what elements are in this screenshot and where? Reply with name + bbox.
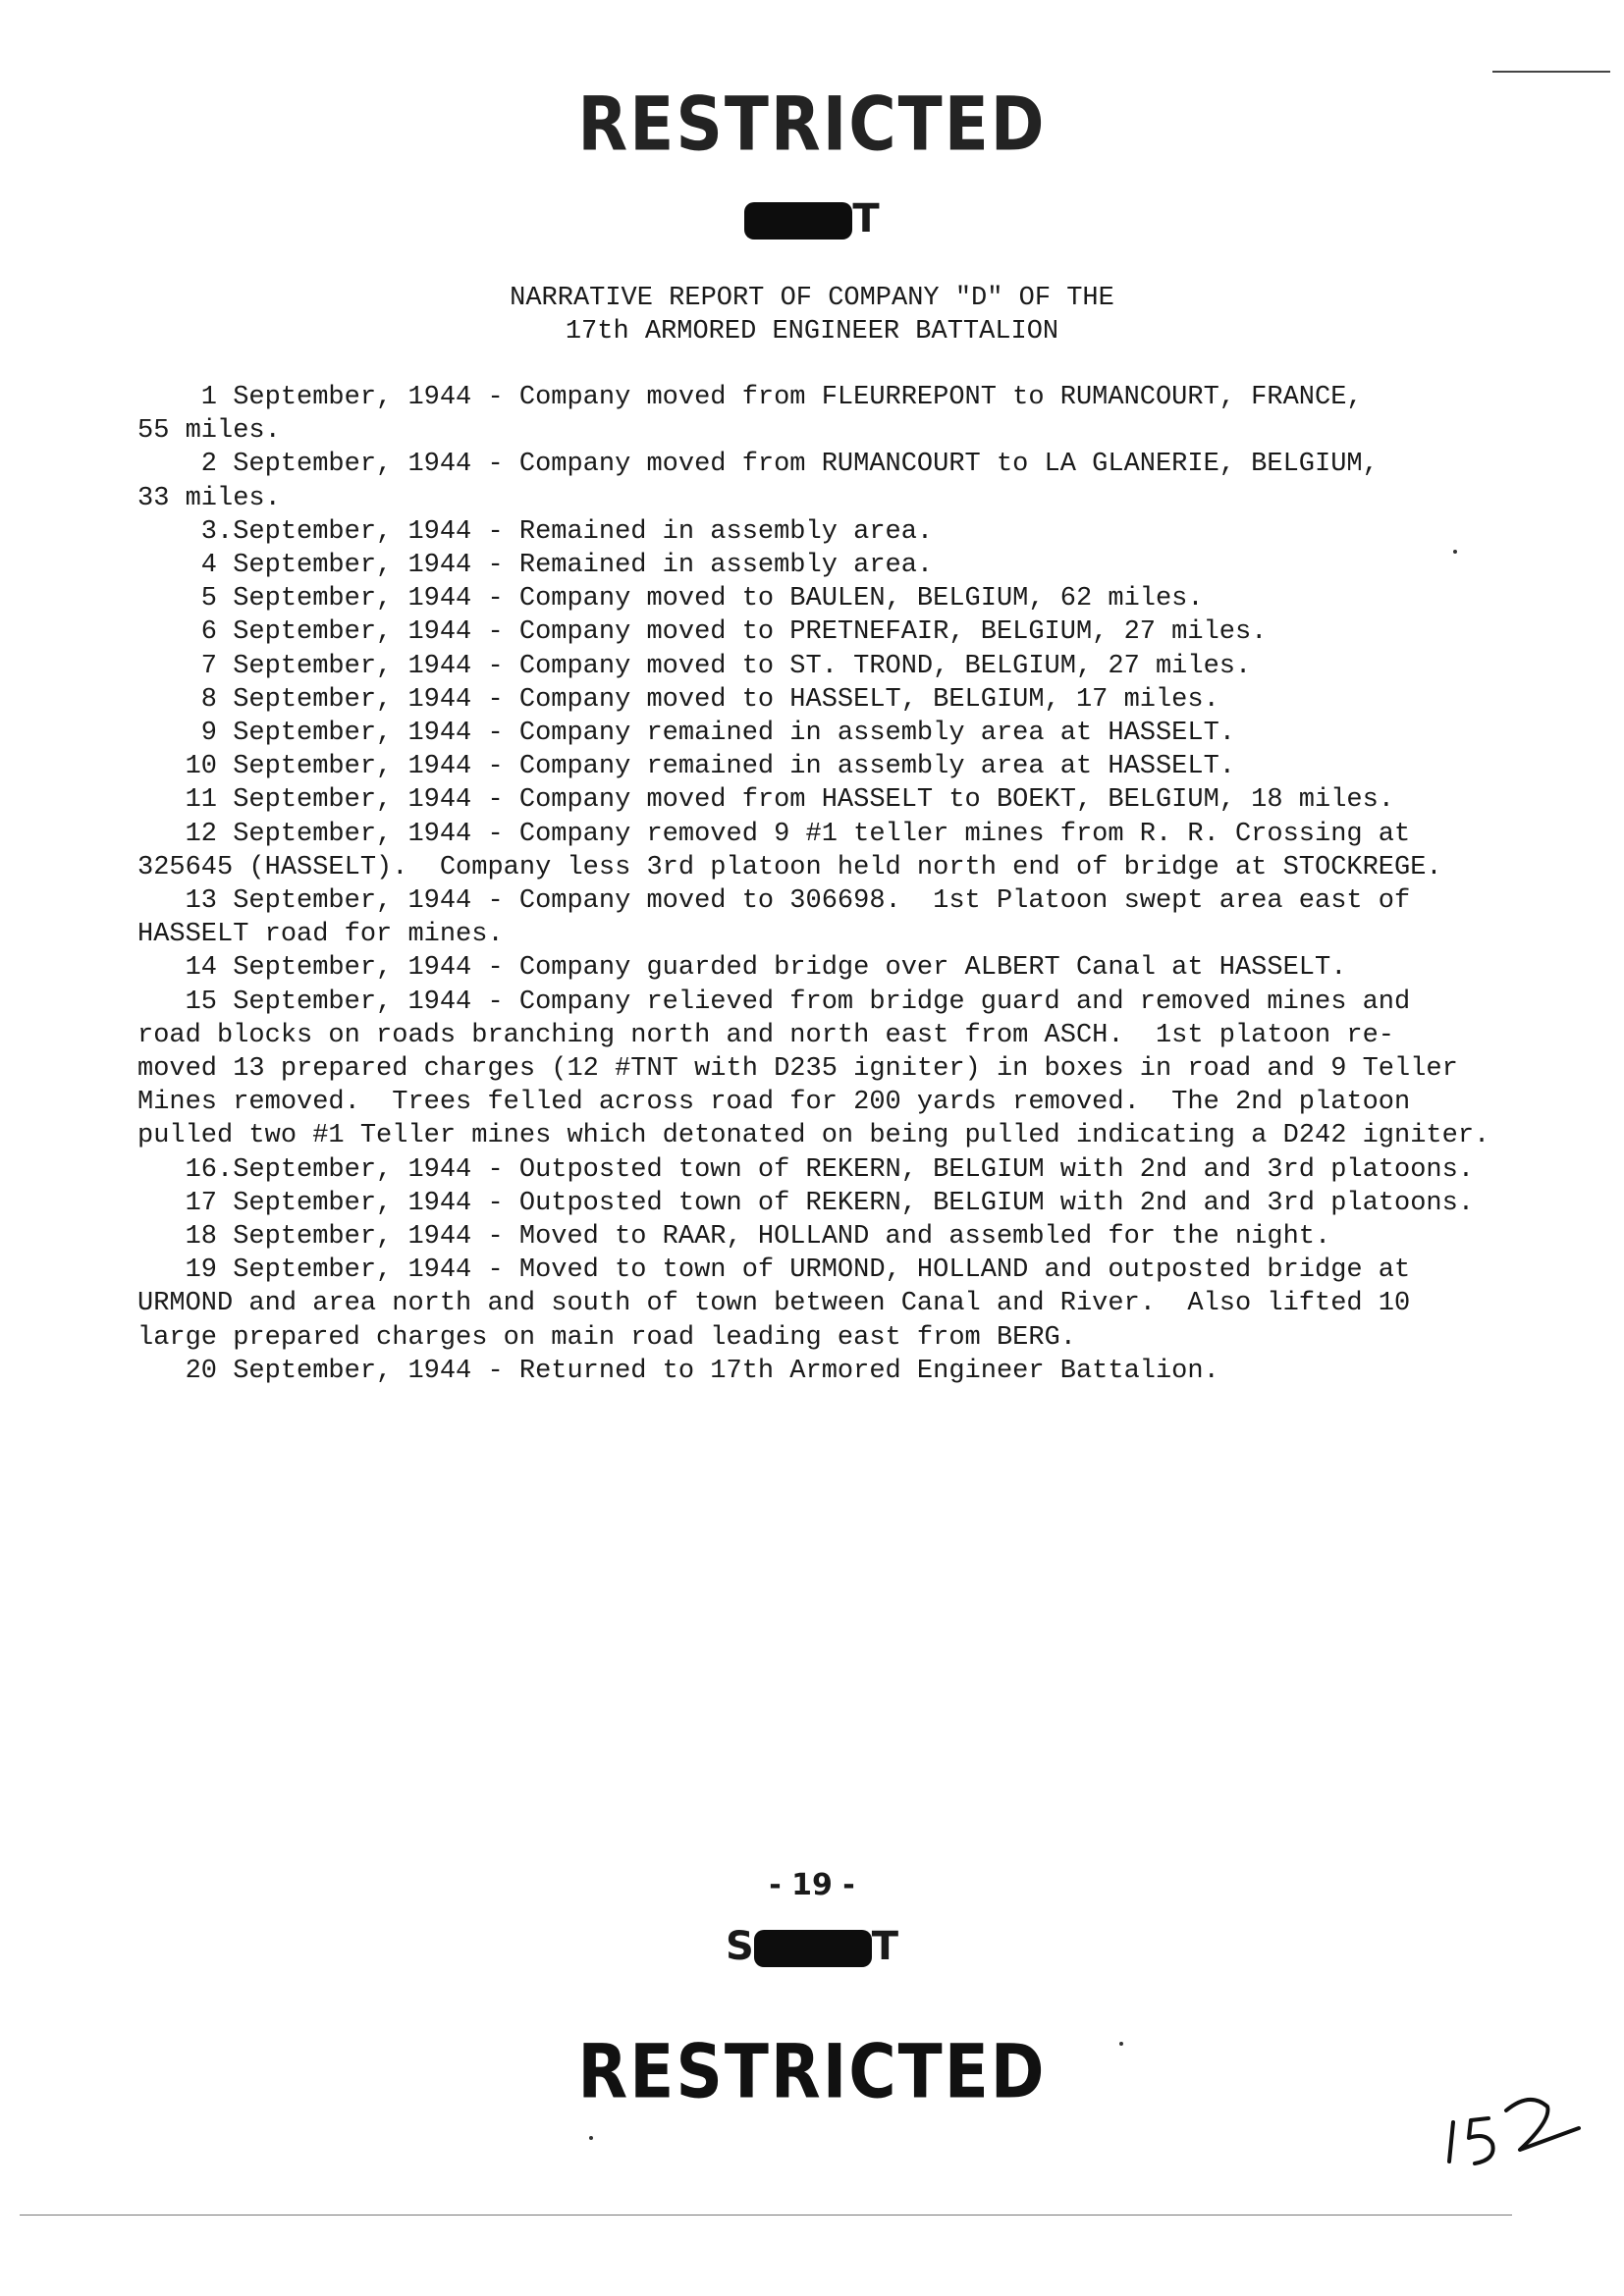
entry-line: 7 September, 1944 - Company moved to ST. TROND, BELGIUM, 27 miles. <box>137 651 1252 681</box>
classification-mark-top <box>0 196 1624 241</box>
entry-line: 9 September, 1944 - Company remained in assembly area at HASSELT. <box>137 719 1235 749</box>
classification-mark-bottom <box>0 1924 1624 1969</box>
entry-line: large prepared charges on main road leading east from BERG. <box>137 1322 1076 1353</box>
entry-line: 4 September, 1944 - Remained in assembly area. <box>137 551 934 581</box>
classification-suffix: T <box>852 196 880 241</box>
restricted-stamp-bottom: RESTRICTED <box>577 2028 1047 2115</box>
scan-edge-bottom <box>20 2215 1512 2216</box>
entry-line: 14 September, 1944 - Company guarded bridge over ALBERT Canal at HASSELT. <box>137 953 1347 984</box>
entry-line: 18 September, 1944 - Moved to RAAR, HOLLAND and assembled for the night. <box>137 1222 1331 1253</box>
redaction-block <box>754 1930 872 1967</box>
entry-line: 33 miles. <box>137 483 281 513</box>
narrative-entries <box>137 381 1600 1388</box>
entry-line: 13 September, 1944 - Company moved to 306698. 1st Platoon swept area east of <box>137 886 1411 917</box>
entry-line: 17 September, 1944 - Outposted town of REKERN, BELGIUM with 2nd and 3rd platoons. <box>137 1188 1475 1218</box>
entry-line: 3.September, 1944 - Remained in assembly area. <box>137 516 934 547</box>
entry-line: 12 September, 1944 - Company removed 9 #1 teller mines from R. R. Crossing at <box>137 819 1411 849</box>
report-title: NARRATIVE REPORT OF COMPANY "D" OF THE <box>510 284 1114 313</box>
classification-prefix: S <box>725 1924 754 1969</box>
entry-line: moved 13 prepared charges (12 #TNT with D235 igniter) in boxes in road and 9 Teller <box>137 1054 1458 1085</box>
entry-line: 10 September, 1944 - Company remained in assembly area at HASSELT. <box>137 752 1235 782</box>
scan-speck <box>589 2136 593 2140</box>
entry-line: HASSELT road for mines. <box>137 920 504 950</box>
entry-line: 2 September, 1944 - Company moved from RUMANCOURT to LA GLANERIE, BELGIUM, <box>137 450 1379 480</box>
handwritten-page-mark <box>1441 2081 1589 2169</box>
classification-suffix: T <box>871 1924 899 1969</box>
report-subtitle: 17th ARMORED ENGINEER BATTALION <box>565 317 1059 347</box>
scan-edge-top-right <box>1492 71 1610 73</box>
entry-line: 325645 (HASSELT). Company less 3rd platoon held north end of bridge at STOCKREGE. <box>137 852 1442 882</box>
entry-line: 19 September, 1944 - Moved to town of URMOND, HOLLAND and outposted bridge at <box>137 1255 1411 1286</box>
entry-line: 11 September, 1944 - Company moved from HASSELT to BOEKT, BELGIUM, 18 miles. <box>137 785 1395 816</box>
entry-line: 1 September, 1944 - Company moved from FLEURREPONT to RUMANCOURT, FRANCE, <box>137 383 1363 412</box>
entry-line: 20 September, 1944 - Returned to 17th Armored Engineer Battalion. <box>137 1356 1219 1386</box>
entry-line: Mines removed. Trees felled across road for 200 yards removed. The 2nd platoon <box>137 1088 1411 1118</box>
entry-line: 5 September, 1944 - Company moved to BAULEN, BELGIUM, 62 miles. <box>137 584 1204 614</box>
entry-line: 15 September, 1944 - Company relieved from bridge guard and removed mines and <box>137 987 1411 1017</box>
entry-line: 55 miles. <box>137 416 281 447</box>
entry-line: 6 September, 1944 - Company moved to PRETNEFAIR, BELGIUM, 27 miles. <box>137 617 1268 648</box>
entry-line: road blocks on roads branching north and north east from ASCH. 1st platoon re- <box>137 1020 1395 1050</box>
restricted-stamp-top: RESTRICTED <box>577 80 1047 168</box>
entry-line: 16.September, 1944 - Outposted town of REKERN, BELGIUM with 2nd and 3rd platoons. <box>137 1154 1475 1185</box>
entry-line: 8 September, 1944 - Company moved to HASSELT, BELGIUM, 17 miles. <box>137 684 1219 715</box>
entry-line: pulled two #1 Teller mines which detonated on being pulled indicating a D242 igniter. <box>137 1121 1490 1151</box>
entry-line: URMOND and area north and south of town between Canal and River. Also lifted 10 <box>137 1289 1411 1319</box>
redaction-block <box>744 202 852 240</box>
page-number: - 19 - <box>769 1868 855 1902</box>
